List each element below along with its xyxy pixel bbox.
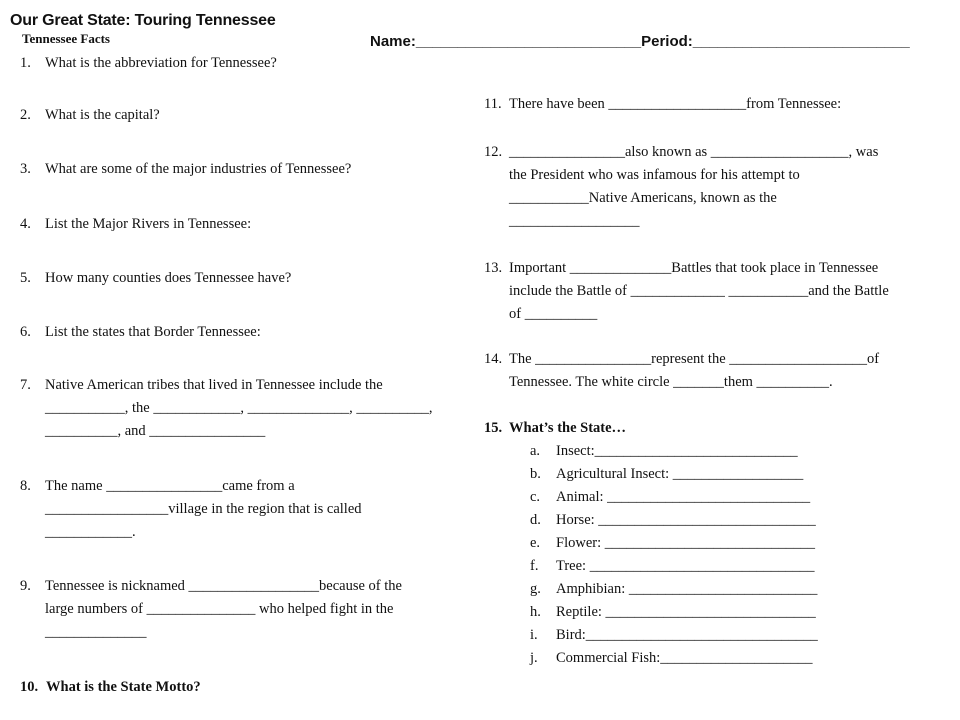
item-letter: a. — [530, 443, 541, 459]
question-text-line: the President who was infamous for his attempt to — [509, 167, 800, 183]
section-subtitle: Tennessee Facts — [22, 31, 110, 46]
item-text: Commercial Fish:_____________________ — [556, 650, 813, 666]
question-text: What are some of the major industries of Tennessee? — [45, 161, 352, 177]
question-text-line: large numbers of _______________ who helped fight in the — [45, 601, 394, 617]
item-letter: c. — [530, 489, 541, 505]
item-letter: h. — [530, 604, 541, 620]
question-text-line: ______________ — [45, 624, 147, 640]
question-text: There have been ___________________from Tennessee: — [509, 96, 842, 112]
question-text-line: Native American tribes that lived in Tennessee include the — [45, 377, 383, 393]
question-number: 9. — [20, 578, 31, 594]
question-text-line: Tennessee. The white circle _______them __________. — [509, 374, 833, 390]
item-letter: f. — [530, 558, 539, 574]
question-number: 1. — [20, 55, 31, 71]
question-text-line: of __________ — [509, 306, 598, 322]
question-number: 3. — [20, 161, 31, 177]
question-text: What’s the State… — [509, 420, 627, 436]
question-text: What is the abbreviation for Tennessee? — [45, 55, 277, 71]
question-number: 13. — [484, 260, 503, 276]
question-number: 5. — [20, 270, 31, 286]
question-text-line: __________________ — [509, 213, 640, 229]
question-text-line: The name ________________came from a — [45, 478, 295, 494]
item-text: Reptile: _____________________________ — [556, 604, 816, 620]
question-text: What is the capital? — [45, 107, 160, 123]
item-text: Tree: _______________________________ — [556, 558, 815, 574]
item-text: Amphibian: __________________________ — [556, 581, 818, 597]
item-letter: g. — [530, 581, 541, 597]
question-number: 11. — [484, 96, 502, 112]
question-text-line: ____________. — [45, 524, 136, 540]
question-text-line: include the Battle of _____________ ___________and the Battle — [509, 283, 889, 299]
question-number: 12. — [484, 144, 503, 160]
item-letter: i. — [530, 627, 538, 643]
question-text-line: The ________________represent the ___________________of — [509, 351, 880, 367]
item-letter: j. — [530, 650, 538, 666]
question-number: 4. — [20, 216, 31, 232]
question-text-line: ________________also known as ___________________, was — [509, 144, 879, 160]
item-letter: e. — [530, 535, 541, 551]
question-number: 7. — [20, 377, 31, 393]
item-text: Bird:________________________________ — [556, 627, 818, 643]
item-text: Insect:____________________________ — [556, 443, 798, 459]
item-text: Animal: ____________________________ — [556, 489, 811, 505]
item-letter: b. — [530, 466, 541, 482]
name-period-line: Name:___________________________Period:__________________________ — [370, 33, 910, 50]
question-text-line: __________, and ________________ — [45, 423, 266, 439]
question-number: 14. — [484, 351, 503, 367]
question-number: 10. — [20, 679, 39, 695]
question-text-line: Important ______________Battles that took place in Tennessee — [509, 260, 879, 276]
worksheet-title: Our Great State: Touring Tennessee — [10, 12, 276, 29]
question-text: How many counties does Tennessee have? — [45, 270, 292, 286]
question-number: 8. — [20, 478, 31, 494]
question-text-line: _________________village in the region that is called — [45, 501, 362, 517]
question-text-line: ___________, the ____________, ______________, __________, — [45, 400, 433, 416]
question-number: 2. — [20, 107, 31, 123]
question-number: 6. — [20, 324, 31, 340]
item-text: Agricultural Insect: __________________ — [556, 466, 804, 482]
item-letter: d. — [530, 512, 541, 528]
question-number: 15. — [484, 420, 503, 436]
question-text: List the states that Border Tennessee: — [45, 324, 261, 340]
question-text: List the Major Rivers in Tennessee: — [45, 216, 252, 232]
item-text: Flower: _____________________________ — [556, 535, 815, 551]
question-text-line: Tennessee is nicknamed __________________because of the — [45, 578, 402, 594]
question-text-line: ___________Native Americans, known as the — [509, 190, 777, 206]
item-text: Horse: ______________________________ — [556, 512, 816, 528]
question-text: What is the State Motto? — [46, 679, 201, 695]
